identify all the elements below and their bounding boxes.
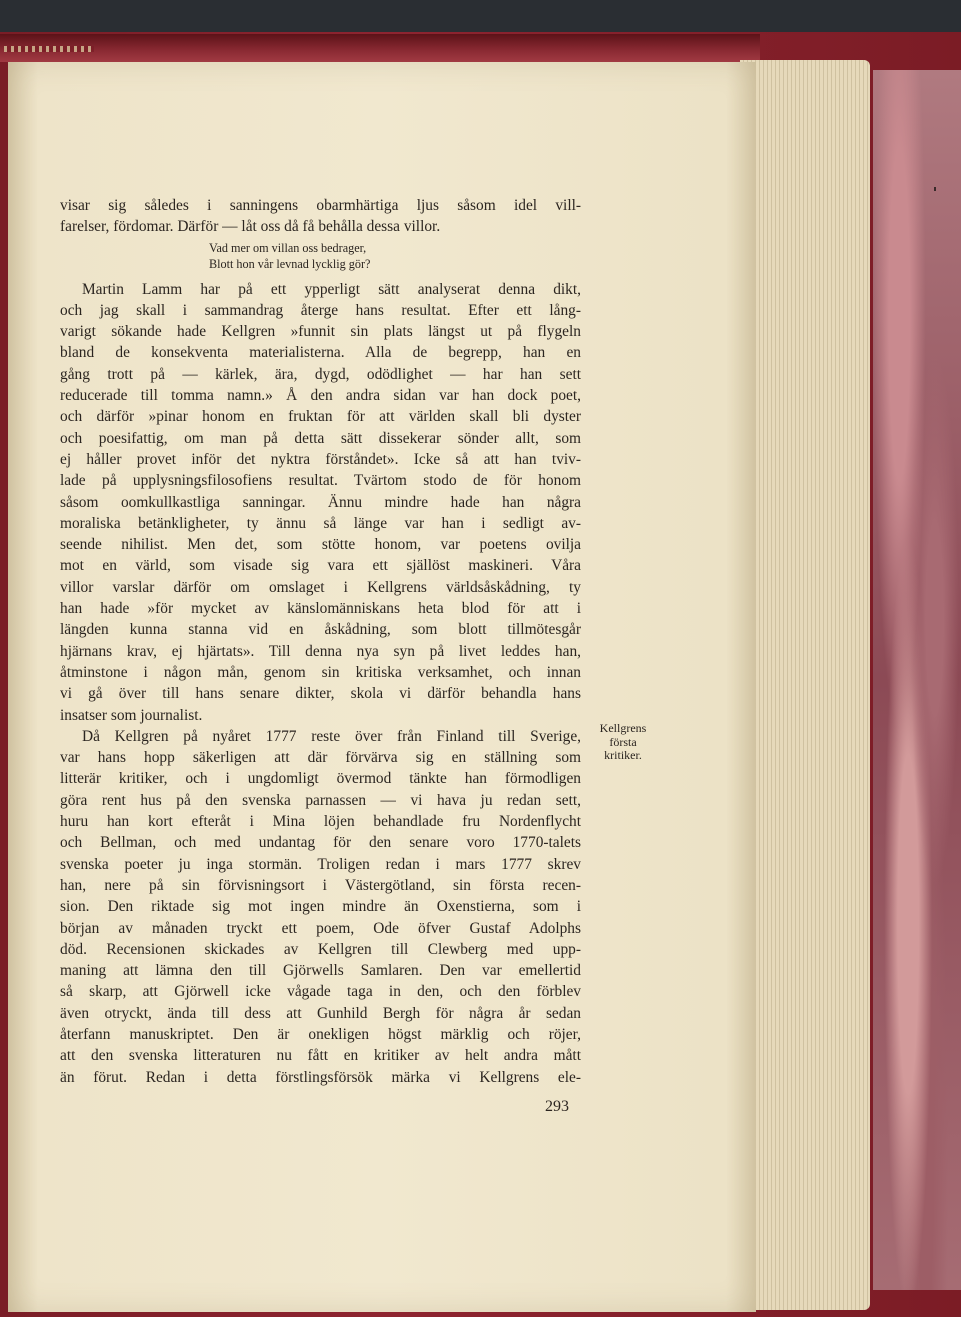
page-leaves-edge [740,60,870,1310]
text-line: lade på upplysningsfilosofiens resultat. Tvärtom stodo de för honom [60,472,581,490]
text-line: död. Recensionen skickades av Kellgren till Clewberg med upp- [60,940,581,958]
text-line: så skarp, att Gjörwell icke vågade taga in den, och den förblev [60,983,581,1001]
text-line: hjärnans krav, ej hjärtats». Till denna nya syn på livet leddes han, [60,642,581,660]
text-line: och jag skall i sammandrag återge hans resultat. Efter ett lång- [60,301,581,319]
text-line: även otryckt, ända till dess att Gunhild Bergh för några år sedan [60,1004,581,1022]
text-line: och Bellman, och med undantag för den senare voro 1770-talets [60,834,581,852]
paragraph-2 [60,726,581,1088]
text-line: seende nihilist. Men det, som stötte honom, var poetens ovilja [60,536,581,554]
verse-line: Blott hon vår levnad lycklig gör? [209,257,371,272]
marginal-note-line: Kellgrens [599,721,647,735]
text-line: farelser, fördomar. Därför — låt oss då få behålla dessa villor. [60,218,441,236]
marbled-endpaper [873,70,961,1290]
binding-mark [934,187,936,191]
paragraph-1 [60,279,581,726]
text-line: åtminstone i någon mån, genom sin kritiska verksamhet, och innan [60,663,581,681]
text-line: Martin Lamm har på ett ypperligt sätt analyserat denna dikt, [82,280,581,298]
text-line: moraliska betänkligheter, ty ännu så länge var han i sedligt av- [60,514,581,532]
body-text [60,195,581,1088]
text-line: sion. Den riktade sig mot ingen mindre än Oxenstierna, som i [60,898,581,916]
text-line: gång trott på — kärlek, ära, dygd, odödlighet — har han sett [60,365,581,383]
text-line: han, nere på sin förvisningsort i Västergötland, sin första recen- [60,876,581,894]
text-line: huru han kort efteråt i Mina löjen behandlade fru Nordenflycht [60,813,581,831]
text-line: maning att lämna den till Gjörwells Samlaren. Den var emellertid [60,962,581,980]
text-line: han hade »för mycket av känslomänniskans heta blod för att i [60,600,581,618]
text-line: att den svenska litteraturen nu fått en kritiker av helt andra mått [60,1047,581,1065]
text-line: återfann manuskriptet. Den är onekligen högst märklig och röjer, [60,1025,581,1043]
text-line: och därför »pinar honom en fruktan för att världen skall bli dyster [60,408,581,426]
text-line: längden kunna stanna vid en åskådning, som blott tillmötesgår [60,621,581,639]
verse-line: Vad mer om villan oss bedrager, [209,240,367,255]
text-line: göra rent hus på den svenska parnassen — vi hava ju redan sett, [60,791,581,809]
gilt-decoration [4,46,94,52]
text-line: visar sig således i sanningens obarmhärtiga ljus såsom idel vill- [60,197,581,214]
text-line: ej håller provet inför det nyktra förståndet». Icke så att han tviv- [60,450,581,468]
text-line: och poesifattig, om man på detta sätt dissekerar sönder allt, som [60,429,581,447]
verse-quote [60,240,581,273]
text-line: början av månaden tryckt ett poem, Ode öfver Gustaf Adolphs [60,919,581,937]
page-number: 293 [545,1098,569,1115]
text-line: varigt sökande hade Kellgren »funnit sin plats längst ut på flygeln [60,323,581,341]
text-line: bland de konsekventa materialisterna. Alla de begrepp, han en [60,344,581,362]
binding-top-edge [0,34,760,62]
text-line: var hans hopp säkerligen att där förvärva sig en ställning som [60,749,581,767]
text-line: reducerade till tomma namn.» Å den andra sidan var han dock poet, [60,387,581,405]
text-line: mot en värld, som visade sig vara ett själlöst maskineri. Våra [60,557,581,575]
text-line: svenska poeter ju inga stormän. Troligen redan i mars 1777 skrev [60,855,581,873]
text-line: Då Kellgren på nyåret 1777 reste över från Finland till Sverige, [82,727,581,745]
text-line: än förut. Redan i detta förstlingsförsök märka vi Kellgrens ele- [60,1068,581,1086]
marginal-note-line: första [609,734,637,749]
text-line: litterär kritiker, och i ungdomligt övermod tänkte han förmodligen [60,770,581,788]
text-line: villor varslar därför om omslaget i Kellgrens världsåskådning, ty [60,578,581,596]
text-line: vi gå över till hans senare dikter, skola vi därför behandla hans [60,685,581,703]
text-line: insatser som journalist. [60,706,203,724]
text-line: såsom oomkullkastliga sanningar. Ännu mindre hade han några [60,493,581,511]
marginal-note [592,722,654,763]
marginal-note-line: kritiker. [604,748,642,762]
